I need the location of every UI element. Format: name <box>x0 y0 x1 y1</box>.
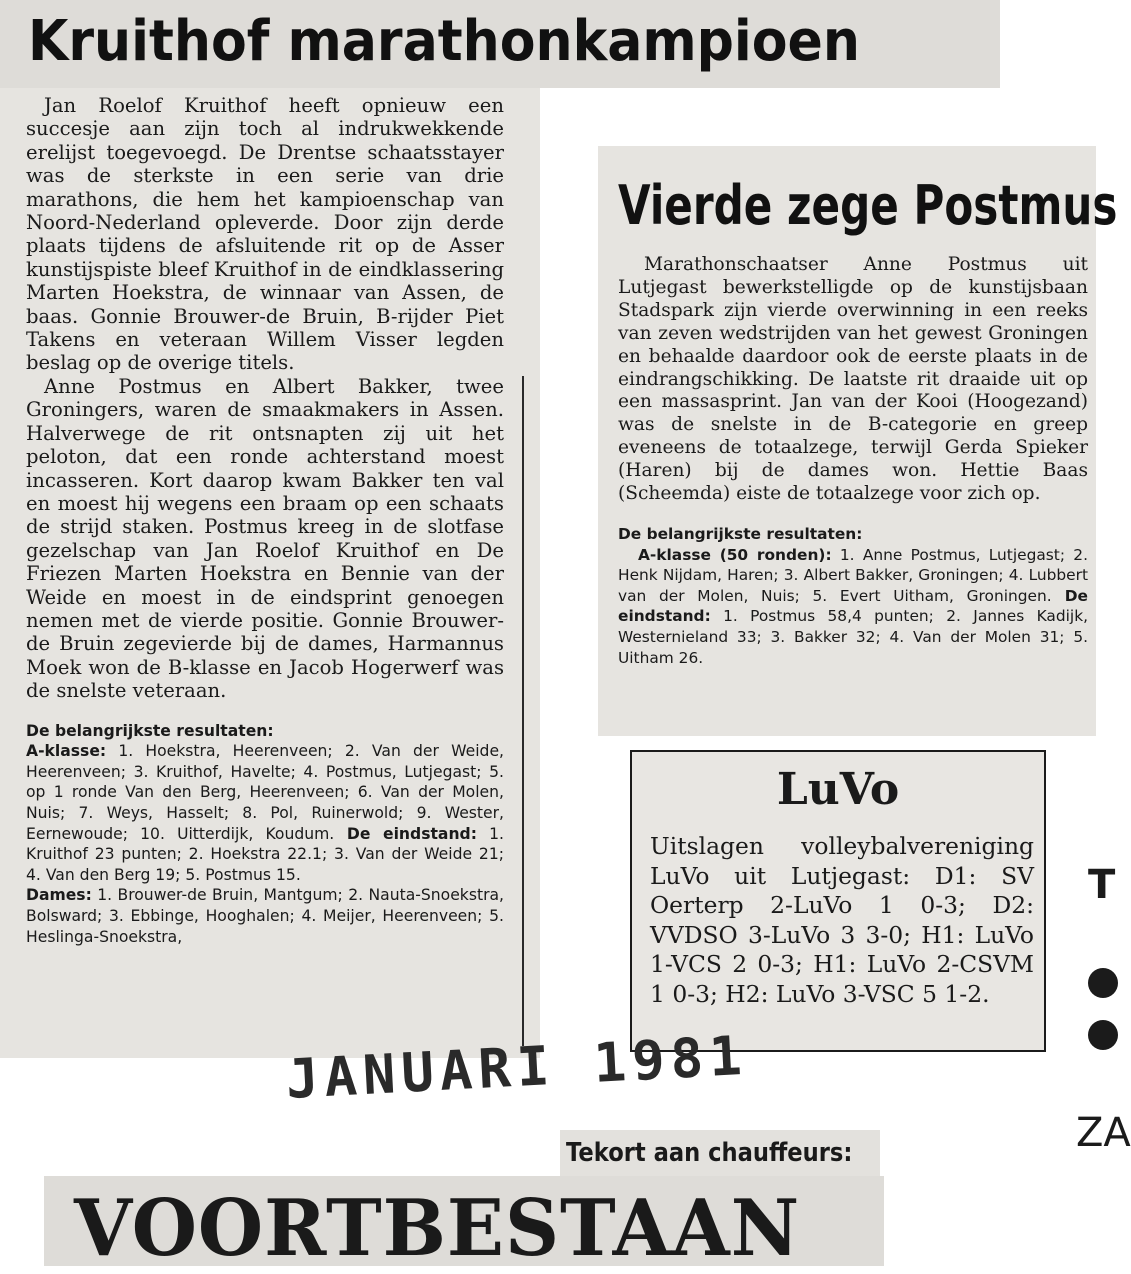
clipping-kruithof-article <box>0 88 540 1058</box>
article-column <box>618 254 1088 668</box>
handwritten-date: JANUARI 1981 <box>284 1023 750 1111</box>
results-heading: De belangrijkste resultaten: <box>618 524 863 543</box>
edge-letters-bottom: ZA <box>1076 1110 1131 1156</box>
results-a-label: A-klasse: <box>26 742 107 761</box>
results-eindstand-label: De eindstand: <box>618 586 1088 626</box>
clipping-voortbestaan-headline-box <box>44 1176 884 1274</box>
clipping-kruithof-headline-box <box>0 0 1000 88</box>
article-paragraph: Marathonschaatser Anne Postmus uit Lutjegast bewerkstelligde op de kunstijsbaan Stadspark zijn vierde overwinning in een reeks van zeven wedstrijden van het gewest Groningen en behaalde daardoor ook de eerste plaats in de eindrangschikking. De laatste rit draaide uit op een massasprint. Jan van der Kooi (Hoogezand) was de snelste in de B-categorie en greep eveneens de totaalzege, terwijl Gerda Spieker (Haren) bij de dames won. Hettie Baas (Scheemda) eiste de totaalzege voor zich op. <box>618 254 1088 505</box>
bullet-dot-2 <box>1088 1020 1118 1050</box>
results-eindstand-text: 1. Kruithof 23 punten; 2. Hoekstra 22.1; 3. Van der Weide 21; 4. Van den Berg 19; 5. Postmus 15. <box>26 824 504 884</box>
results-a-klasse <box>618 545 1088 669</box>
results-a-klasse <box>26 741 504 885</box>
bullet-dot-1 <box>1088 968 1118 998</box>
luvo-title: LuVo <box>776 764 900 815</box>
subheadline: Tekort aan chauffeurs: <box>566 1138 853 1168</box>
results-eindstand-text: 1. Postmus 58,4 punten; 2. Jannes Kadijk, Westernieland 33; 3. Bakker 32; 4. Van der Molen 31; 5. Uitham 26. <box>618 607 1088 667</box>
results-heading: De belangrijkste resultaten: <box>26 721 274 740</box>
headline-postmus: Vierde zege Postmus <box>618 174 1118 237</box>
results-block <box>26 721 504 948</box>
results-a-text: 1. Anne Postmus, Lutjegast; 2. Henk Nijdam, Haren; 3. Albert Bakker, Groningen; 4. Lubbert van der Molen, Nuis; 5. Evert Uitham, Groningen. <box>618 545 1088 605</box>
column-rule <box>522 376 524 1046</box>
results-block <box>618 524 1088 668</box>
results-eindstand-label: De eindstand: <box>334 824 477 843</box>
edge-letter-top: T <box>1088 862 1116 908</box>
results-dames <box>26 885 504 947</box>
article-paragraph-2: Anne Postmus en Albert Bakker, twee Groningers, waren de smaakmakers in Assen. Halverwege de rit ontsnapten zij uit het peloton, dat een ronde achterstand moest incasseren. Kort daarop kwam Bakker ten val en moest hij wegens een braam op een schaats de strijd staken. Postmus kreeg in de slotfase gezelschap van Jan Roelof Kruithof en De Friezen Marten Hoekstra en Bennie van der Weide en moest in de eindsprint genoegen nemen met de vierde positie. Gonnie Brouwer-de Bruin zegevierde bij de dames, Harmannus Moek won de B-klasse en Jacob Hogerwerf was de snelste veteraan. <box>26 374 504 703</box>
clipping-postmus-article <box>598 146 1118 736</box>
article-paragraph-1: Jan Roelof Kruithof heeft opnieuw een succesje aan zijn toch al indrukwekkende erelijst toegevoegd. De Drentse schaatsstayer was de sterkste in een serie van drie marathons, die hem het kampioenschap van Noord-Nederland opleverde. Door zijn derde plaats tijdens de afsluitende rit op de Asser kunstijspiste bleef Kruithof in de eindklassering Marten Hoekstra, de winnaar van Assen, de baas. Gonnie Brouwer-de Bruin, B-rijder Piet Takens en veteraan Willem Visser legden beslag op de overige titels. <box>26 94 504 375</box>
clipping-voortbestaan-subheadline-box <box>560 1130 880 1176</box>
results-a-text: 1. Hoekstra, Heerenveen; 2. Van der Weide, Heerenveen; 3. Kruithof, Havelte; 4. Postmus, Lutjegast; 5. op 1 ronde Van den Berg, Heerenveen; 6. Van der Molen, Nuis; 7. Weys, Hasselt; 8. Pol, Ruinerwold; 9. Wester, Eernewoude; 10. Uitterdijk, Koudum. <box>26 742 504 843</box>
article-column <box>26 94 504 947</box>
clipping-luvo-box <box>630 750 1046 1052</box>
headline-kruithof: Kruithof marathonkampioen <box>28 9 860 74</box>
results-dames-label: Dames: <box>26 886 92 905</box>
results-dames-text: 1. Brouwer-de Bruin, Mantgum; 2. Nauta-Snoekstra, Bolsward; 3. Ebbinge, Hooghalen; 4. Meijer, Heerenveen; 5. Heslinga-Snoekstra, <box>26 886 504 946</box>
headline-voortbestaan: VOORTBESTAAN <box>74 1183 801 1274</box>
results-a-label: A-klasse (50 ronden): <box>638 545 832 564</box>
luvo-results-text: Uitslagen volleybalvereniging LuVo uit Lutjegast: D1: SV Oerterp 2-LuVo 1 0-3; D2: VVDSO 3-LuVo 3 3-0; H1: LuVo 1-VCS 2 0-3; H1: LuVo 2-CSVM 1 0-3; H2: LuVo 3-VSC 5 1-2. <box>650 832 1034 1008</box>
